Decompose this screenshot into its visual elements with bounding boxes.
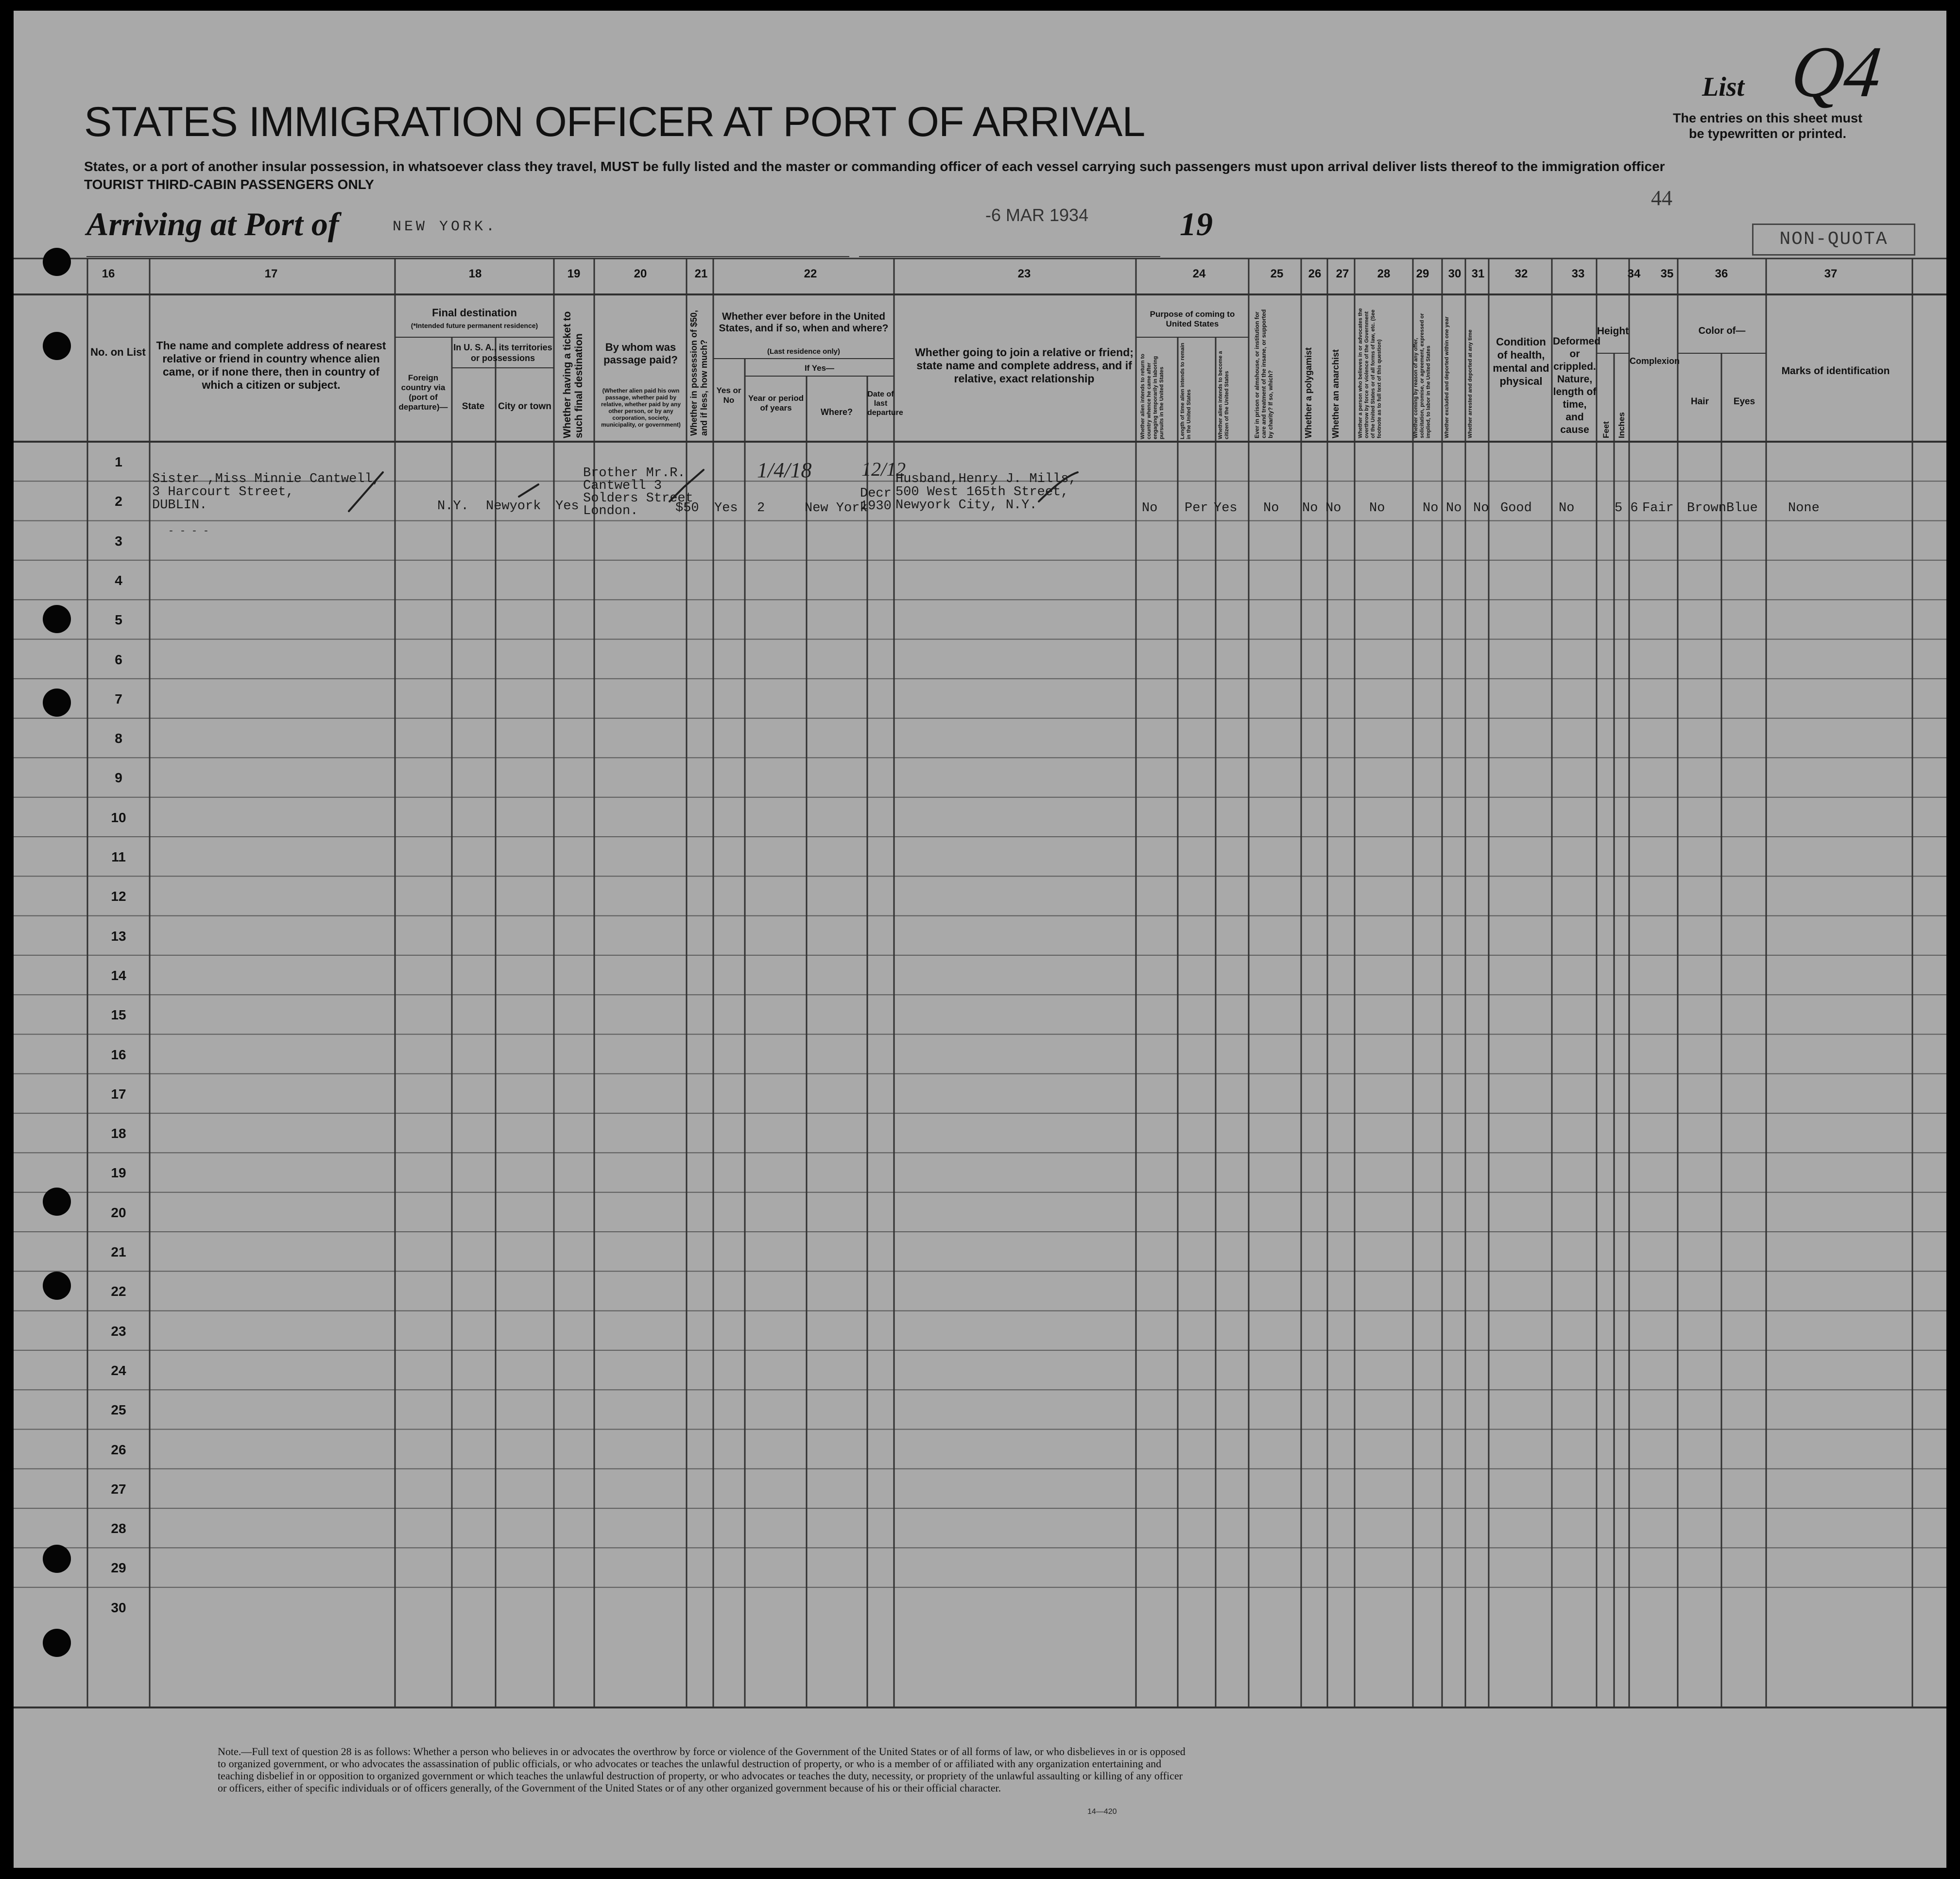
row-number: 17 xyxy=(111,1086,126,1102)
handwritten-departure-note: 12/12 xyxy=(861,458,906,480)
binder-hole xyxy=(43,689,71,717)
join-relative-entry-line1: Husband,Henry J. Mills, xyxy=(895,472,1077,486)
header-nearest-relative: The name and complete address of nearest relative or friend in country whence alien came, or if none there, then in country of which a citizen or subject. xyxy=(156,339,386,391)
typewritten-note: The entries on this sheet must be typewritten or printed. xyxy=(1672,111,1863,141)
row-number: 23 xyxy=(111,1323,126,1339)
row-number: 15 xyxy=(111,1007,126,1023)
binder-hole xyxy=(43,1545,71,1573)
row-number: 20 xyxy=(111,1205,126,1220)
date-stamp: -6 MAR 1934 xyxy=(985,205,1089,225)
non-quota-stamp: NON-QUOTA xyxy=(1752,224,1915,256)
departure-entry-line2: 1930 xyxy=(860,499,892,514)
arriving-label: Arriving at Port of xyxy=(86,206,339,242)
row-number: 11 xyxy=(111,849,126,864)
col-num: 17 xyxy=(264,267,278,280)
q29-entry: No xyxy=(1423,501,1439,516)
header-deformed: Deformed or crippled. Nature, length of time, and cause xyxy=(1553,336,1601,435)
header-join-relative: Whether going to join a relative or friend; state name and complete address, and if relative, exact relationship xyxy=(915,346,1134,385)
eyes-entry: Blue xyxy=(1726,501,1758,516)
header-q31: Whether arrested and deported at any time xyxy=(1467,329,1473,438)
header-if-yes: If Yes— xyxy=(804,363,835,373)
row-number: 18 xyxy=(111,1126,126,1141)
form-title: STATES IMMIGRATION OFFICER AT PORT OF ARRIVAL xyxy=(84,99,1145,145)
header-inches: Inches xyxy=(1617,412,1626,438)
row-number: 13 xyxy=(111,928,126,944)
city-entry: Newyork xyxy=(486,499,541,514)
header-date-departure: Date of last departure xyxy=(867,390,903,417)
hair-entry: Brown xyxy=(1687,501,1727,516)
footnote: Note.—Full text of question 28 is as follows: Whether a person who believes in or advocates the overthrow by force or violence of the Government of the United States or of all forms of law, or who disbelieves in or is opposed to organized government, or who advocates the assassination of public officials, or who advocates or teaches the unlawful destruction of property, or who is a member of or affiliated with any organization entertaining and teaching disbelief in or opposition to organized government or which teaches the unlawful destruction of property, or who advocates or teaches the duty, necessity, or propriety of the unlawful assaulting or killing of any officer or officers, either of specific individuals or of officers generally, of the Government of the United States or of any other organized government because of his or their official character. xyxy=(218,1745,1186,1794)
list-label: List xyxy=(1702,72,1745,102)
header-foreign-country: Foreign country via (port of departure)— xyxy=(398,373,448,412)
row-number: 6 xyxy=(115,652,122,667)
col-num: 28 xyxy=(1377,267,1391,280)
col-num: 23 xyxy=(1017,267,1031,280)
row-number: 2 xyxy=(115,494,122,509)
q28-entry: No xyxy=(1369,501,1385,516)
col-num: 16 xyxy=(102,267,115,280)
row2-ditto: - - - - xyxy=(168,526,209,537)
col-num: 26 xyxy=(1308,267,1322,280)
q30-entry: No xyxy=(1446,501,1462,516)
period-entry: 2 xyxy=(757,501,765,516)
col-num: 31 xyxy=(1471,267,1485,280)
header-final-destination-note: (*Intended future permanent residence) xyxy=(411,322,538,329)
header-marks: Marks of identification xyxy=(1781,365,1890,377)
passage-entry-line1: Brother Mr.R. xyxy=(583,466,686,481)
binder-hole xyxy=(43,605,71,633)
purpose-c-entry: Yes xyxy=(1214,501,1238,516)
row-number: 25 xyxy=(111,1402,126,1418)
header-no-on-list: No. on List xyxy=(90,346,146,358)
row-number: 14 xyxy=(111,967,126,983)
row-number: 5 xyxy=(115,612,122,628)
where-entry: New York xyxy=(805,501,868,516)
header-state: State xyxy=(462,401,485,412)
arrival-port: NEW YORK. xyxy=(393,219,498,235)
condition-entry: Good xyxy=(1500,501,1532,516)
join-relative-entry-line3: Newyork City, N.Y. xyxy=(895,498,1037,513)
header-year-period: Year or period of years xyxy=(748,394,804,413)
col-num: 34 xyxy=(1627,267,1641,280)
header-color-of: Color of— xyxy=(1698,326,1746,336)
header-prison: Ever in prison or almshouse, or institution for care and treatment of the insane, or supported by charity? If so, which? xyxy=(1254,309,1274,438)
row-number: 3 xyxy=(115,533,122,549)
join-relative-entry-line2: 500 West 165th Street, xyxy=(895,485,1069,500)
header-anarchist: Whether an anarchist xyxy=(1331,349,1341,438)
row-number: 7 xyxy=(115,691,122,707)
col-num: 33 xyxy=(1571,267,1585,280)
ticket-entry: Yes xyxy=(555,499,579,514)
passage-entry-line4: London. xyxy=(583,504,638,518)
deformed-entry: No xyxy=(1559,501,1575,516)
col-num: 19 xyxy=(567,267,581,280)
form-subtitle: States, or a port of another insular possession, in whatsoever class they travel, MUST be fully listed and the master or commanding officer of each vessel carrying such passengers must upon arrival deliver lists thereof to the immigration officer xyxy=(84,159,1665,174)
purpose-a-entry: No xyxy=(1142,501,1158,516)
header-purpose-b: Length of time alien intends to remain in the United States xyxy=(1180,343,1192,439)
ever-before-entry: Yes xyxy=(714,501,738,516)
header-ever-before: Whether ever before in the United States, and if so, when and where? xyxy=(719,311,889,334)
col-num: 36 xyxy=(1715,267,1728,280)
header-polygamist: Whether a polygamist xyxy=(1304,347,1313,438)
header-purpose-a: Whether alien intends to return to country whence he came after engaging temporarily in laboring pursuits in the United States xyxy=(1140,353,1165,439)
header-last-residence: (Last residence only) xyxy=(767,347,841,356)
header-q28: Whether a person who believes in or advocates the overthrow by force or violence of the Government of the United States or of all forms of law, etc. (See footnote as to full text of this question) xyxy=(1358,308,1382,438)
prison-entry: No xyxy=(1263,501,1279,516)
col-num: 18 xyxy=(468,267,482,280)
col-num: 30 xyxy=(1448,267,1461,280)
binder-hole xyxy=(43,332,71,360)
header-in-usa: In U. S. A., its territories or possessions xyxy=(453,343,552,363)
col-num: 20 xyxy=(634,267,647,280)
list-number: Q4 xyxy=(1788,32,1886,112)
header-yes-no: Yes or No xyxy=(716,386,741,405)
row-number: 21 xyxy=(111,1244,126,1259)
polygamist-entry: No xyxy=(1302,501,1318,516)
col-num: 27 xyxy=(1336,267,1349,280)
row-number: 8 xyxy=(115,731,122,746)
col-num: 21 xyxy=(694,267,708,280)
header-hair: Hair xyxy=(1691,396,1709,407)
row-number: 19 xyxy=(111,1165,126,1181)
row-number: 26 xyxy=(111,1442,126,1457)
header-possession: Whether in possession of $50, and if less, how much? xyxy=(689,310,709,436)
binder-hole xyxy=(43,1188,71,1216)
q31-entry: No xyxy=(1473,501,1489,516)
row-number: 16 xyxy=(111,1047,126,1062)
col-num: 29 xyxy=(1416,267,1429,280)
anarchist-entry: No xyxy=(1325,501,1341,516)
nearest-relative-entry-line3: DUBLIN. xyxy=(152,498,207,513)
row-number: 27 xyxy=(111,1481,126,1497)
row-number: 10 xyxy=(111,810,126,825)
row-number: 28 xyxy=(111,1521,126,1536)
header-where: Where? xyxy=(820,407,853,417)
header-feet: Feet xyxy=(1601,421,1611,438)
col-num: 24 xyxy=(1192,267,1206,280)
col-num: 35 xyxy=(1660,267,1674,280)
year-prefix: 19 xyxy=(1180,206,1213,242)
header-condition: Condition of health, mental and physical xyxy=(1493,336,1549,387)
passage-entry-line3: Solders Street xyxy=(583,491,693,506)
col-num: 32 xyxy=(1514,267,1528,280)
row-number: 4 xyxy=(115,572,122,588)
header-height: Height xyxy=(1597,326,1629,337)
possession-entry: $50 xyxy=(675,501,699,516)
col-num: 37 xyxy=(1824,267,1838,280)
nearest-relative-entry-line2: 3 Harcourt Street, xyxy=(152,485,294,500)
header-q29: Whether coming by reason of any offer, solicitation, promise, or agreement, expressed or implied, to labor in the United States xyxy=(1413,313,1431,438)
header-eyes: Eyes xyxy=(1733,396,1755,407)
departure-entry-line1: Decr xyxy=(860,486,892,501)
row-number: 30 xyxy=(111,1600,126,1615)
feet-entry: 5 6 xyxy=(1615,501,1638,516)
passage-entry-line2: Cantwell 3 xyxy=(583,479,662,493)
form-class-label: TOURIST THIRD-CABIN PASSENGERS ONLY xyxy=(84,177,374,192)
header-q30: Whether excluded and deported within one year xyxy=(1444,316,1450,438)
row-number: 29 xyxy=(111,1560,126,1576)
row-number: 1 xyxy=(115,454,122,469)
complexion-entry: Fair xyxy=(1642,501,1674,516)
header-complexion: Complexion xyxy=(1630,356,1680,366)
row-number: 12 xyxy=(111,889,126,904)
nearest-relative-entry-line1: Sister ,Miss Minnie Cantwell, xyxy=(152,472,380,486)
header-final-destination: Final destination xyxy=(432,307,517,319)
handwritten-period-note: 1/4/18 xyxy=(757,458,812,482)
manifest-sheet xyxy=(14,11,1946,1868)
marks-entry: None xyxy=(1788,501,1820,516)
page-mark: 44 xyxy=(1651,186,1672,210)
binder-hole xyxy=(43,248,71,276)
header-city: City or town xyxy=(498,401,551,412)
check-marks xyxy=(14,11,1946,1868)
header-purpose-c: Whether alien intends to become a citizen of the United States xyxy=(1218,351,1230,439)
col-num: 22 xyxy=(804,267,817,280)
binder-hole xyxy=(43,1272,71,1300)
state-entry: N.Y. xyxy=(437,499,469,514)
binder-hole xyxy=(43,1629,71,1657)
purpose-b-entry: Per xyxy=(1185,501,1208,516)
header-purpose: Purpose of coming to United States xyxy=(1150,310,1235,328)
row-number: 22 xyxy=(111,1284,126,1299)
header-passage-note: (Whether alien paid his own passage, whether paid by relative, whether paid by any other person, or by any corporation, society, municipality, or government) xyxy=(601,387,681,428)
col-num: 25 xyxy=(1270,267,1284,280)
header-ticket: Whether having a ticket to such final destination xyxy=(562,311,585,438)
row-number: 24 xyxy=(111,1362,126,1378)
form-code: 14—420 xyxy=(1087,1808,1117,1816)
header-passage-paid: By whom was passage paid? xyxy=(603,341,678,366)
row-number: 9 xyxy=(115,770,122,786)
